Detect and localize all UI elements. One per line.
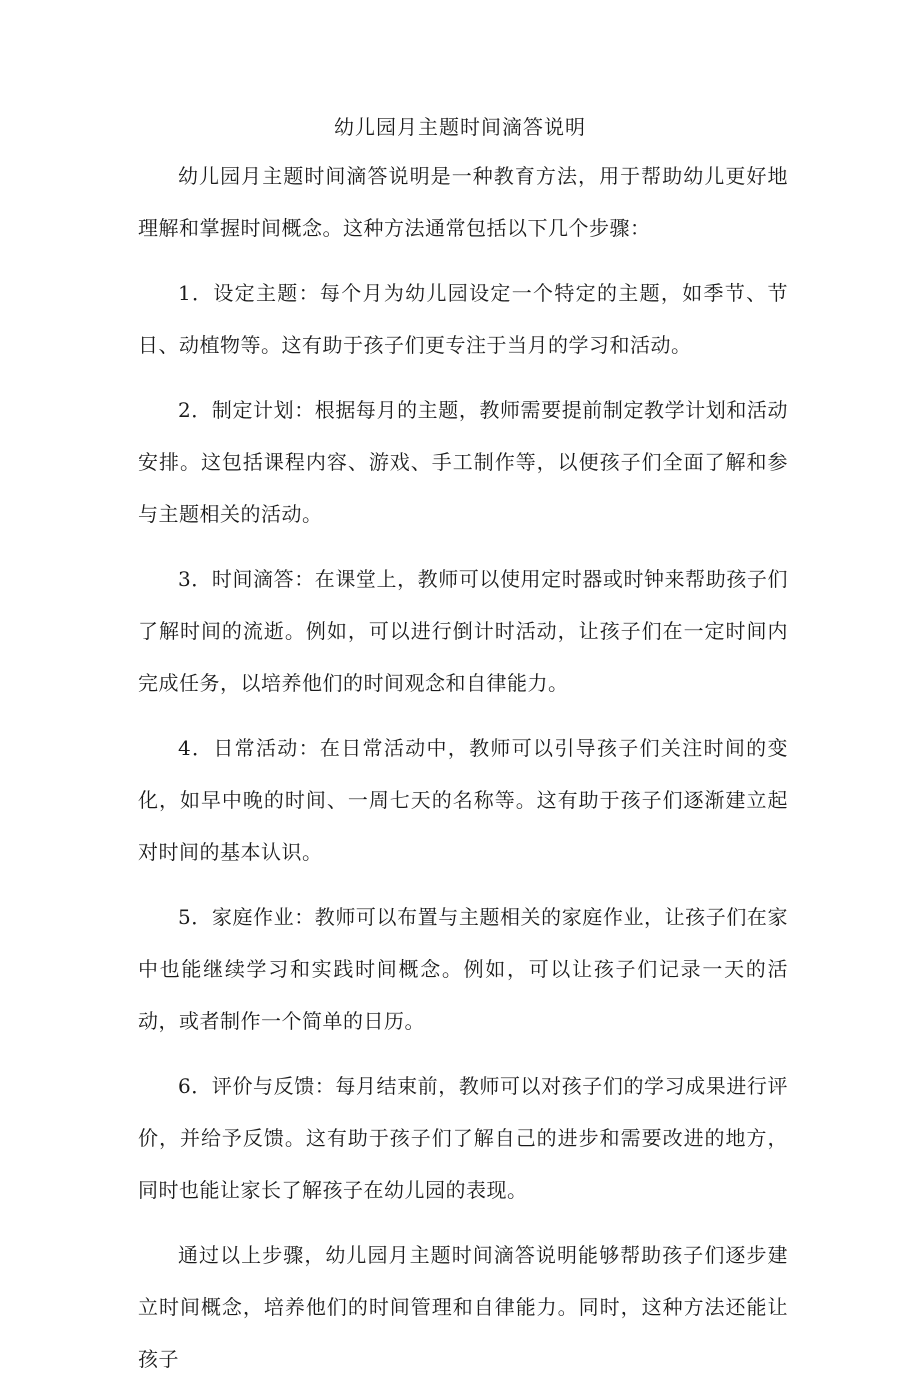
step-6-paragraph: 6．评价与反馈：每月结束前，教师可以对孩子们的学习成果进行评价，并给予反馈。这有助于孩子们了解自己的进步和需要改进的地方，同时也能让家长了解孩子在幼儿园的表现。 <box>138 1074 788 1202</box>
intro-paragraph: 幼儿园月主题时间滴答说明是一种教育方法，用于帮助幼儿更好地理解和掌握时间概念。这种方法通常包括以下几个步骤： <box>138 164 788 240</box>
step-2-paragraph: 2．制定计划：根据每月的主题，教师需要提前制定教学计划和活动安排。这包括课程内容、游戏、手工制作等，以便孩子们全面了解和参与主题相关的活动。 <box>138 398 788 526</box>
document-title: 幼儿园月主题时间滴答说明 <box>334 115 586 139</box>
step-1-paragraph: 1．设定主题：每个月为幼儿园设定一个特定的主题，如季节、节日、动植物等。这有助于孩子们更专注于当月的学习和活动。 <box>138 281 788 357</box>
step-5-paragraph: 5．家庭作业：教师可以布置与主题相关的家庭作业，让孩子们在家中也能继续学习和实践时间概念。例如，可以让孩子们记录一天的活动，或者制作一个简单的日历。 <box>138 905 788 1033</box>
conclusion-paragraph: 通过以上步骤，幼儿园月主题时间滴答说明能够帮助孩子们逐步建立时间概念，培养他们的时间管理和自律能力。同时，这种方法还能让孩子 <box>138 1243 788 1371</box>
document-body <box>138 150 788 1398</box>
step-3-paragraph: 3．时间滴答：在课堂上，教师可以使用定时器或时钟来帮助孩子们了解时间的流逝。例如，可以进行倒计时活动，让孩子们在一定时间内完成任务，以培养他们的时间观念和自律能力。 <box>138 567 788 695</box>
step-4-paragraph: 4．日常活动：在日常活动中，教师可以引导孩子们关注时间的变化，如早中晚的时间、一周七天的名称等。这有助于孩子们逐渐建立起对时间的基本认识。 <box>138 736 788 864</box>
